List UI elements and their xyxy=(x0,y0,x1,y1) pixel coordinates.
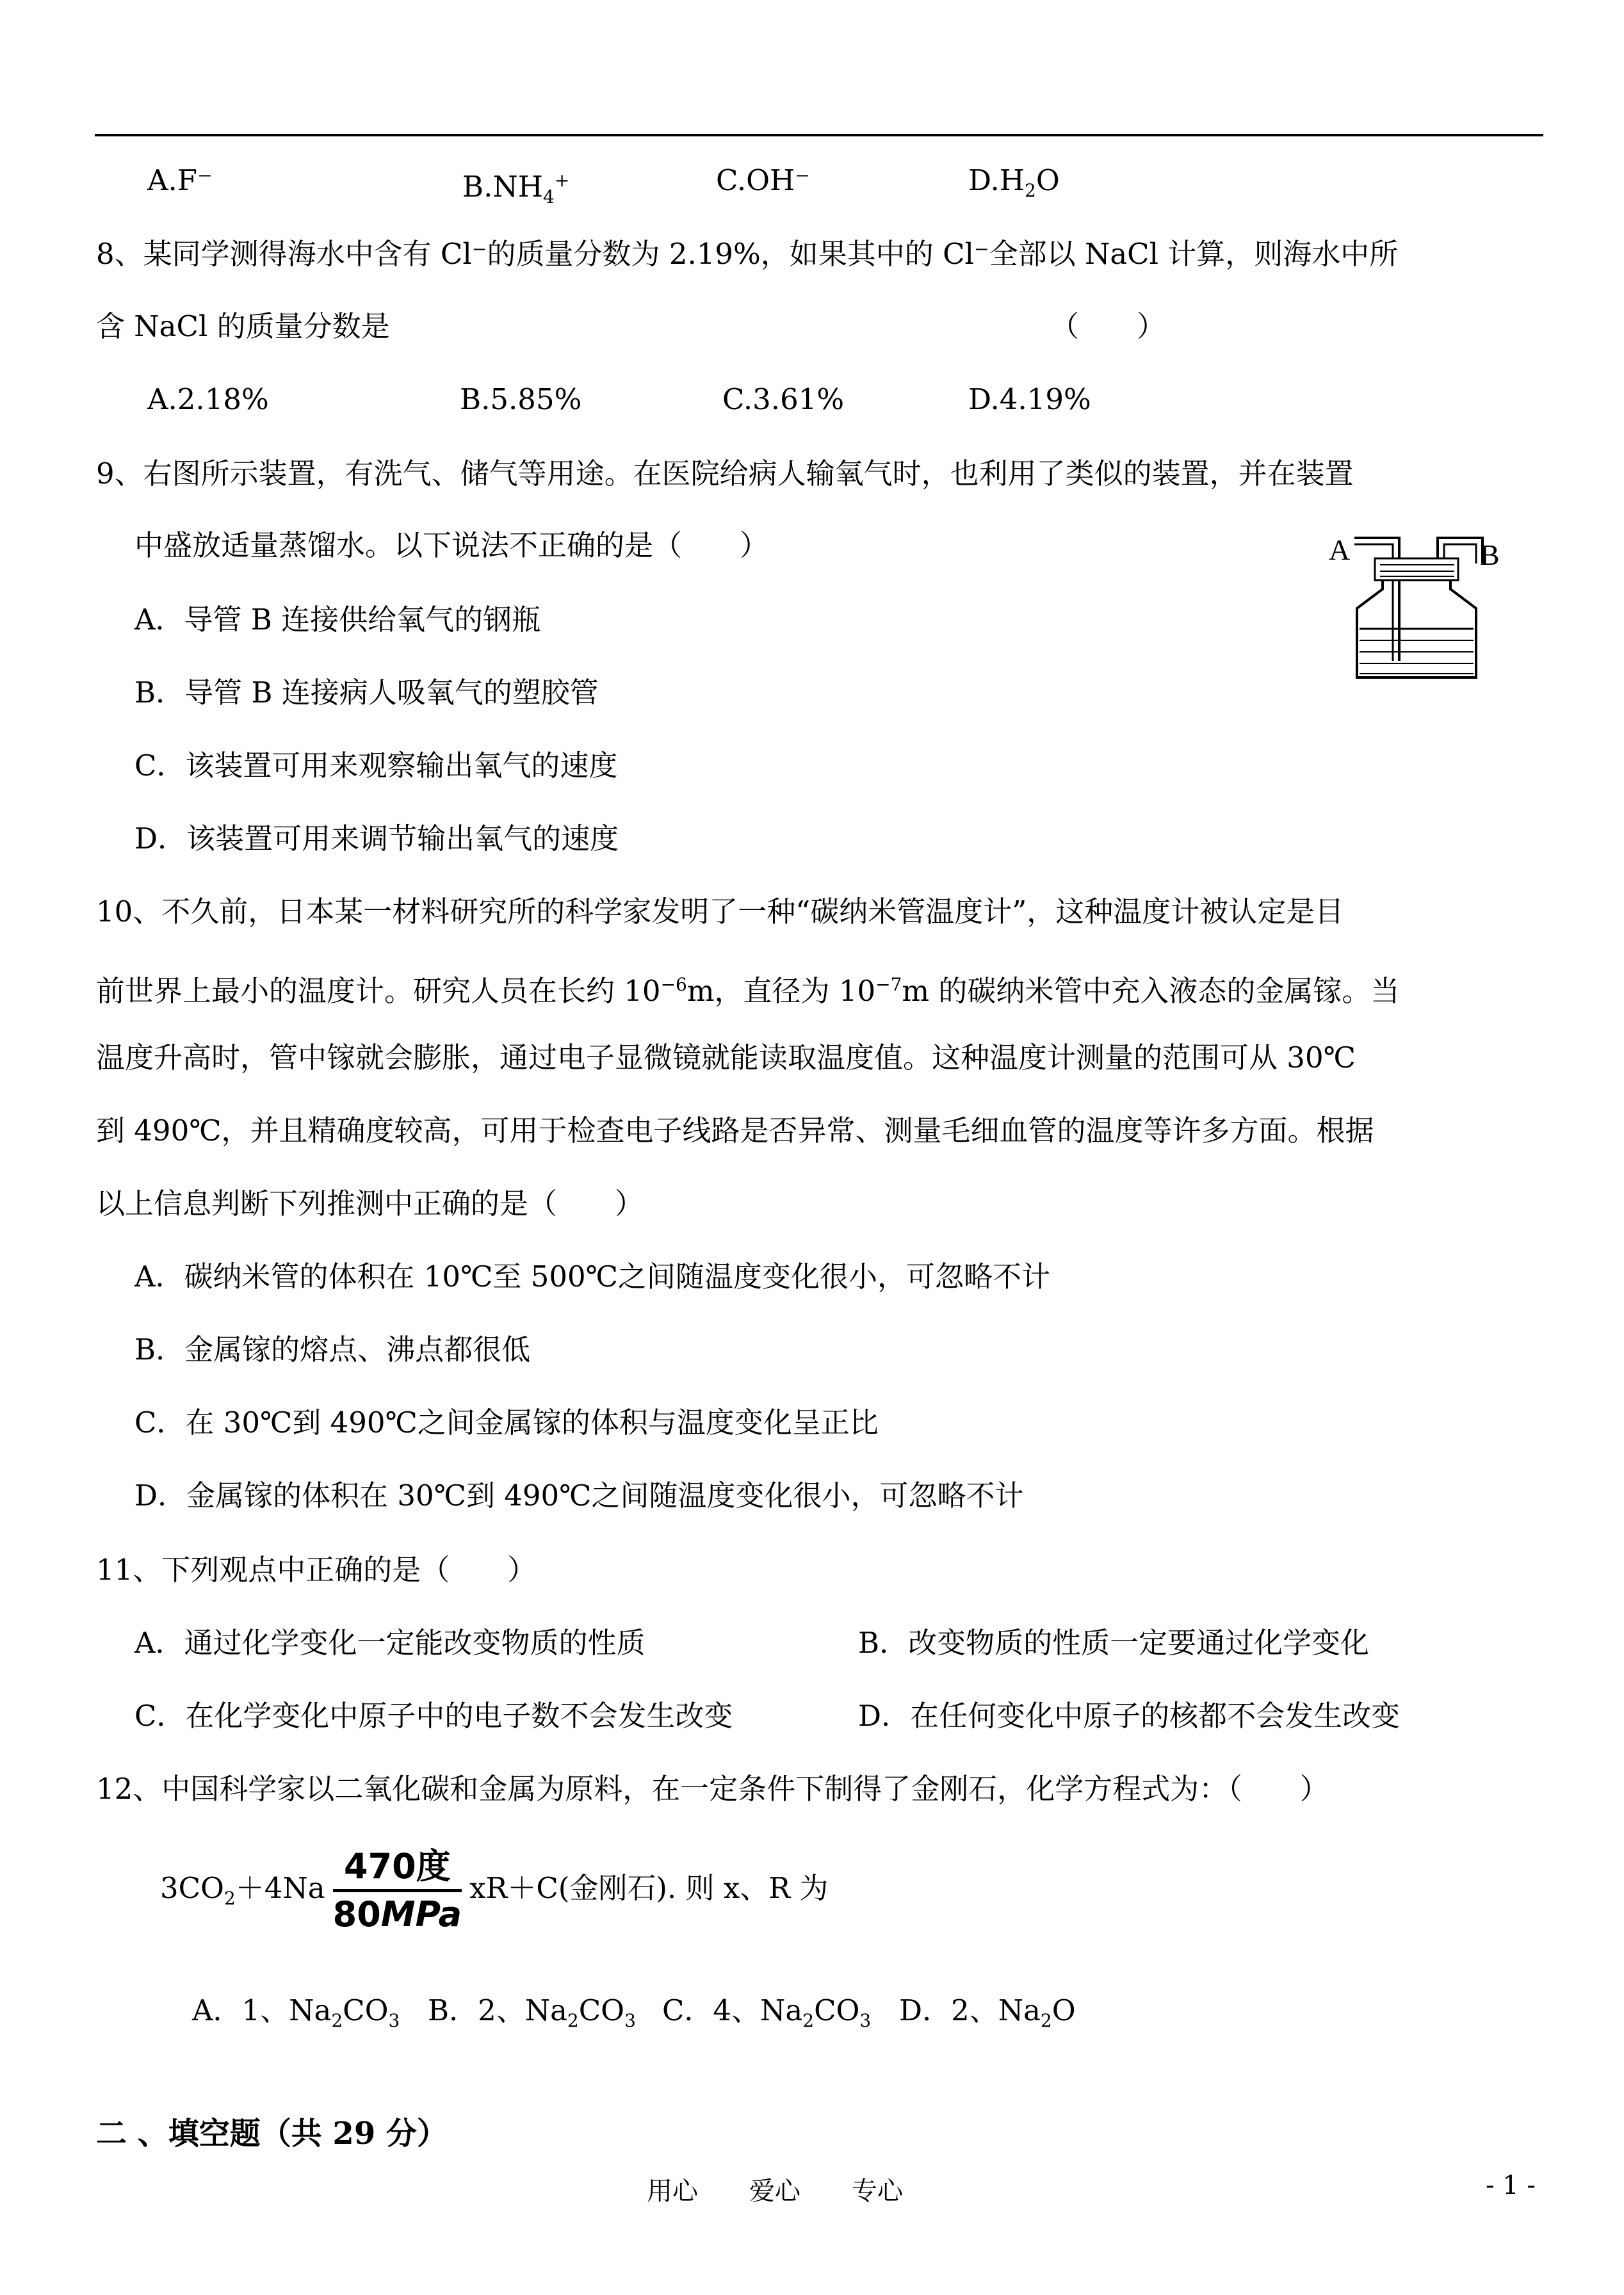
q8-stem-line2: 含 NaCl 的质量分数是 xyxy=(96,309,390,343)
tube-b-label: B xyxy=(1480,539,1500,571)
q8-option-b: B.5.85% xyxy=(460,382,582,416)
q9-option-c: C．该装置可用来观察输出氧气的速度 xyxy=(134,749,618,783)
footer-slogan: 用心 爱心 专心 xyxy=(647,2177,903,2206)
q8-answer-paren: （ ） xyxy=(1050,309,1166,343)
q12-option-a: A．1、$Na_2CO_3$ xyxy=(192,1993,400,2031)
q12-stem: 12、中国科学家以二氧化碳和金属为原料，在一定条件下制得了金刚石，化学方程式为：（ ） xyxy=(96,1772,1329,1806)
tube-a-label: A xyxy=(1329,533,1351,566)
q11-option-c: C．在化学变化中原子中的电子数不会发生改变 xyxy=(134,1699,733,1733)
q10-stem-line3: 温度升高时，管中镓就会膨胀，通过电子显微镜就能读取温度值。这种温度计测量的范围可从 30℃ xyxy=(96,1041,1356,1075)
q10-option-b: B．金属镓的熔点、沸点都很低 xyxy=(134,1333,531,1366)
q9-stem-line2: 中盛放适量蒸馏水。以下说法不正确的是（ ） xyxy=(134,528,769,562)
q7-option-b: $B.NH_4^+$ xyxy=(462,170,570,207)
reaction-condition: 470度 80MPa xyxy=(333,1844,462,1937)
q8-option-d: D.4.19% xyxy=(968,382,1091,416)
q9-option-a: A．导管 B 连接供给氧气的钢瓶 xyxy=(134,603,541,637)
q7-option-a: A.F⁻ xyxy=(147,163,213,197)
q12-option-c: C．4、$Na_2CO_3$ xyxy=(662,1993,872,2031)
q7-option-c: C.OH⁻ xyxy=(716,163,811,197)
q10-stem-line1: 10、不久前，日本某一材料研究所的科学家发明了一种“碳纳米管温度计”，这种温度计被认定是目 xyxy=(96,895,1344,929)
page-number: - 1 - xyxy=(1486,2171,1536,2200)
q12-option-b: B．2、$Na_2CO_3$ xyxy=(428,1993,636,2031)
q12-option-d: D．2、$Na_2O$ xyxy=(899,1993,1076,2031)
q8-option-a: A.2.18% xyxy=(147,382,269,416)
section-heading: 二 、填空题（共 29 分） xyxy=(96,2116,448,2152)
q8-stem-line1: 8、某同学测得海水中含有 Cl⁻的质量分数为 2.19%，如果其中的 Cl⁻全部以 NaCl 计算，则海水中所 xyxy=(96,237,1399,271)
q10-option-c: C．在 30℃到 490℃之间金属镓的体积与温度变化呈正比 xyxy=(134,1406,879,1439)
q11-option-b: B．改变物质的性质一定要通过化学变化 xyxy=(858,1626,1370,1660)
q7-option-d: $D.H_2O$ xyxy=(968,163,1060,201)
q11-stem: 11、下列观点中正确的是（ ） xyxy=(96,1553,537,1587)
q11-option-a: A．通过化学变化一定能改变物质的性质 xyxy=(134,1626,646,1660)
q9-stem-line1: 9、右图所示装置，有洗气、储气等用途。在医院给病人输氧气时，也利用了类似的装置，并在装置 xyxy=(96,457,1354,491)
q9-option-d: D．该装置可用来调节输出氧气的速度 xyxy=(134,822,619,856)
q10-option-a: A．碳纳米管的体积在 10℃至 500℃之间随温度变化很小，可忽略不计 xyxy=(134,1260,1050,1293)
gas-washing-bottle-figure xyxy=(1329,525,1508,685)
q8-option-c: C.3.61% xyxy=(722,382,845,416)
q10-stem-line4: 到 490℃，并且精确度较高，可用于检查电子线路是否异常、测量毛细血管的温度等许多方面。根据 xyxy=(96,1114,1374,1148)
q9-option-b: B．导管 B 连接病人吸氧气的塑胶管 xyxy=(134,676,599,710)
header-rule xyxy=(95,134,1543,136)
bottle-icon xyxy=(1329,525,1508,685)
q12-equation: $3CO_2+4Na$ 470度 80MPa xR＋C(金刚石). 则 x、R 为 xyxy=(160,1844,828,1937)
q10-stem-line2: 前世界上最小的温度计。研究人员在长约 $10^{-6}m$，直径为 $10^{-7}m$ 的碳纳米管中充入液态的金属镓。当 xyxy=(96,974,1400,1008)
q11-option-d: D．在任何变化中原子的核都不会发生改变 xyxy=(858,1699,1401,1733)
q10-stem-line5: 以上信息判断下列推测中正确的是（ ） xyxy=(96,1187,644,1220)
q10-option-d: D．金属镓的体积在 30℃到 490℃之间随温度变化很小，可忽略不计 xyxy=(134,1479,1024,1512)
